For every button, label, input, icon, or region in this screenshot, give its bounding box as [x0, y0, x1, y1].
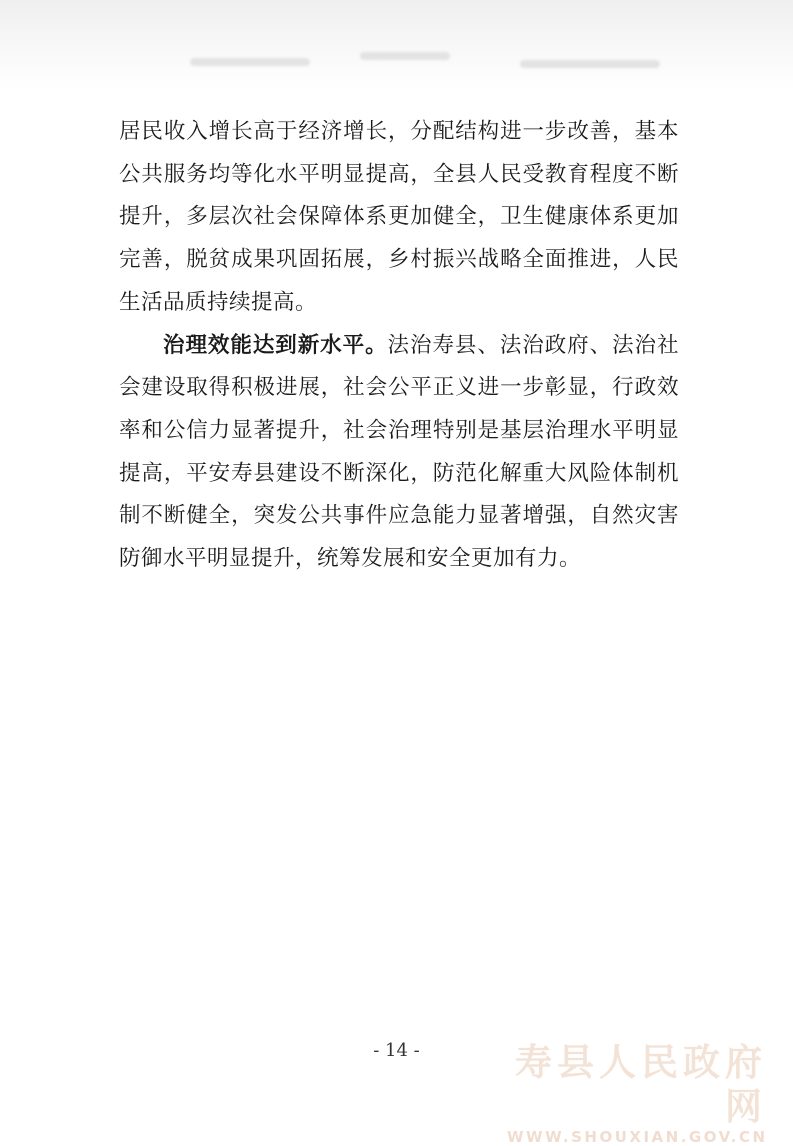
watermark-url: WWW.SHOUXIAN.GOV.CN — [507, 1128, 768, 1146]
document-body — [119, 111, 679, 581]
site-watermark — [507, 1040, 767, 1146]
scan-artifact — [190, 58, 310, 66]
watermark-title: 寿县人民政府网 — [515, 1040, 767, 1128]
page-number: - 14 - — [373, 1040, 420, 1061]
scan-artifact — [520, 60, 660, 68]
paragraph-text: 居民收入增长高于经济增长，分配结构进一步改善，基本公共服务均等化水平明显提高，全县人民受教育程度不断提升，多层次社会保障体系更加健全，卫生健康体系更加完善，脱贫成果巩固拓展，乡村振兴战略全面推进，人民生活品质持续提高。 — [119, 119, 679, 315]
paragraph-living-standards — [119, 111, 679, 325]
paragraph-governance — [119, 325, 679, 581]
paragraph-lead-heading: 治理效能达到新水平。 — [163, 332, 388, 358]
scan-shadow — [0, 0, 793, 90]
scan-artifact — [360, 52, 450, 60]
paragraph-text: 法治寿县、法治政府、法治社会建设取得积极进展，社会公平正义进一步彰显，行政效率和公信力显著提升，社会治理特别是基层治理水平明显提高，平安寿县建设不断深化，防范化解重大风险体制机制不断健全，突发公共事件应急能力显著增强，自然灾害防御水平明显提升，统筹发展和安全更加有力。 — [119, 332, 679, 572]
